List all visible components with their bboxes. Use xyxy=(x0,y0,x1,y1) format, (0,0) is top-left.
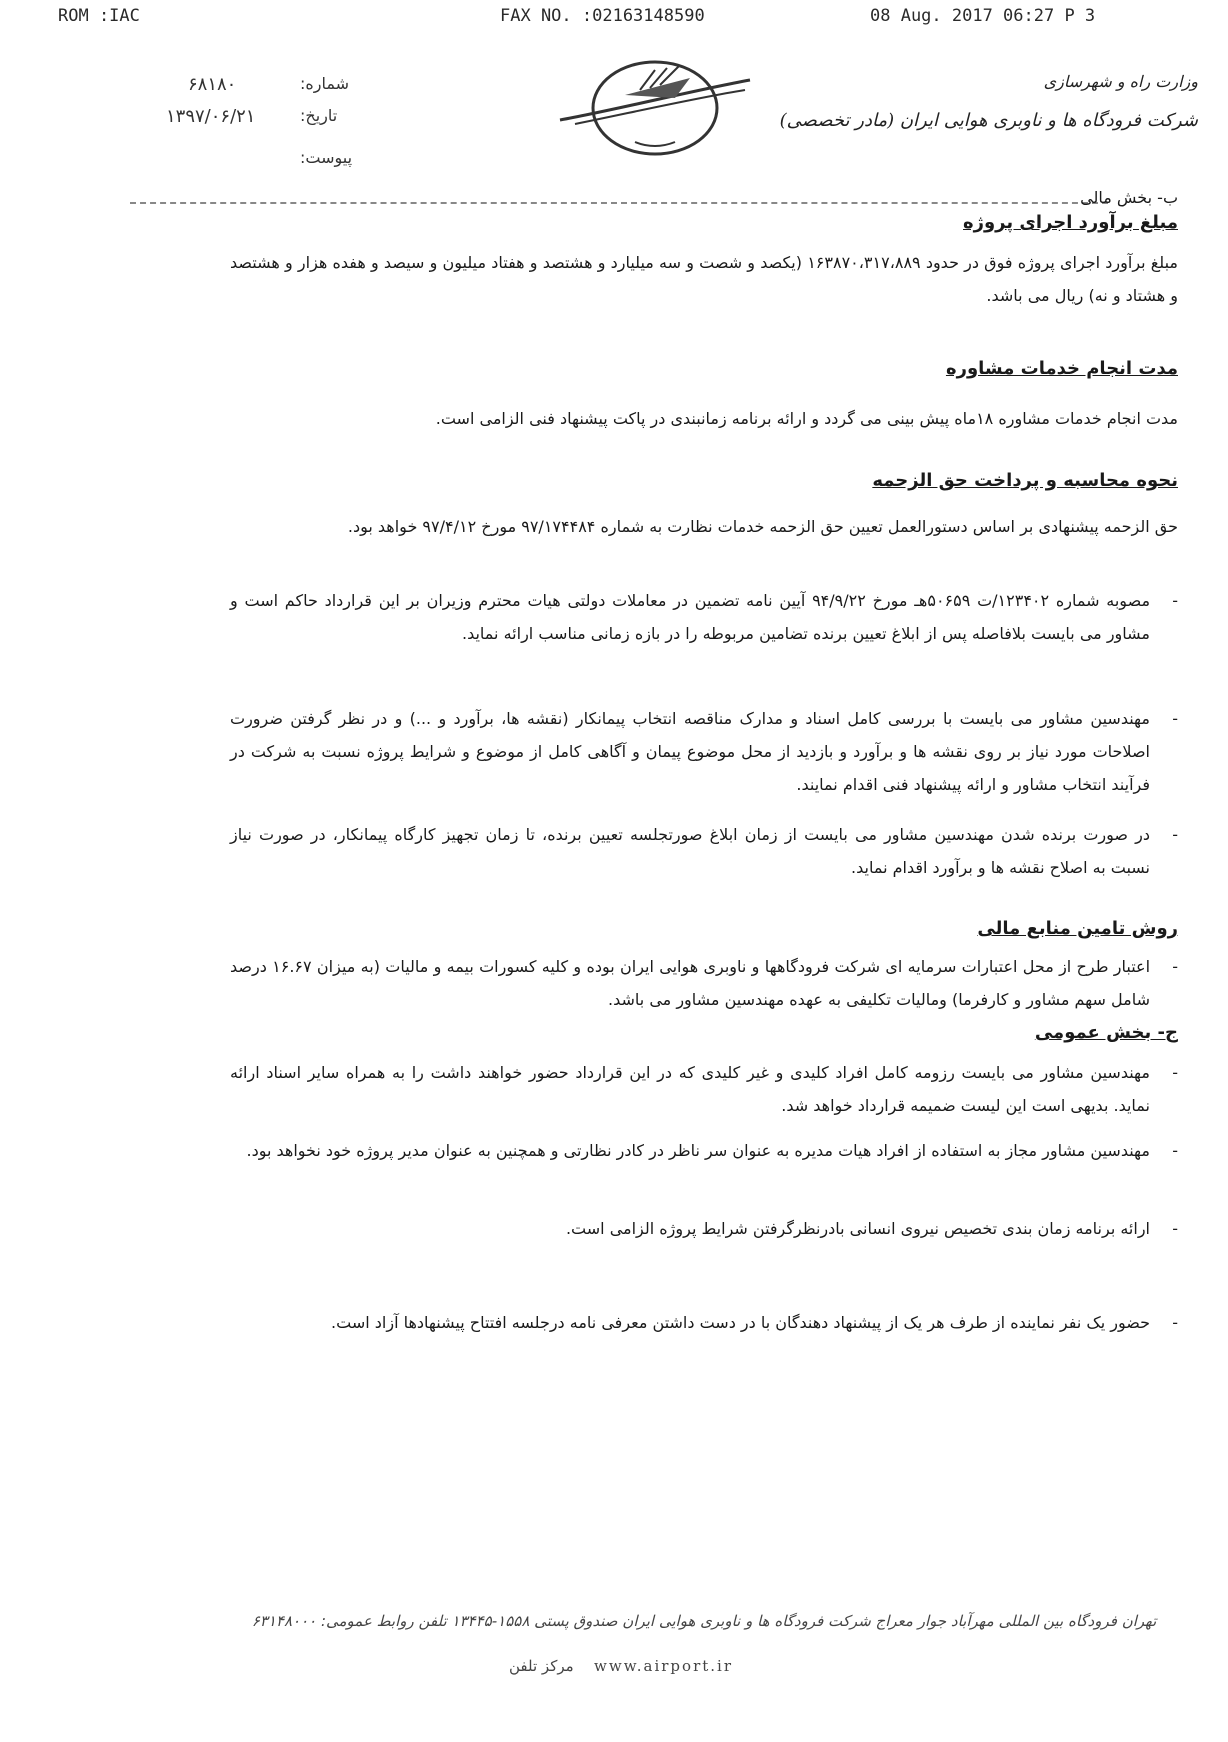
general-section-heading: ج- بخش عمومی xyxy=(1034,1022,1178,1043)
bullet-dash: - xyxy=(1172,709,1178,728)
letter-number: ۶۸۱۸۰ xyxy=(188,74,237,95)
header-divider xyxy=(130,202,1108,204)
fee-bullet-text: مصوبه شماره ۱۲۳۴۰۲/ت ۵۰۶۵۹هـ مورخ ۹۴/۹/۲۲ آیین نامه تضمین در معاملات دولتی هیات محترم وزیران بر این قرارداد حاکم است و مشاور می بایست بلافاصله پس از ابلاغ تعیین برنده تضامین مربوطه را در بازه زمانی مناسب ارائه نماید. xyxy=(230,591,1151,643)
duration-title: مدت انجام خدمات مشاوره xyxy=(945,358,1178,379)
duration-paragraph: مدت انجام خدمات مشاوره ۱۸ماه پیش بینی می گردد و ارائه برنامه زمانبندی در پاکت پیشنهاد فنی الزامی است. xyxy=(435,409,1178,428)
fee-bullet xyxy=(230,702,1178,801)
website-url[interactable]: www.airport.ir xyxy=(594,1657,733,1675)
general-bullet xyxy=(230,1056,1178,1122)
fax-sender: ROM :IAC xyxy=(58,6,140,26)
funding-bullet-text: اعتبار طرح از محل اعتبارات سرمایه ای شرکت فرودگاهها و ناوبری هوایی ایران بوده و کلیه کسورات بیمه و مالیات (به میزان ۱۶.۶۷ درصد شامل سهم مشاور و کارفرما) ومالیات تکلیفی به عهده مهندسین مشاور می باشد. xyxy=(230,957,1151,1009)
company-name: شرکت فرودگاه ها و ناوبری هوایی ایران (مادر تخصصی) xyxy=(779,110,1198,131)
bullet-dash: - xyxy=(1172,957,1178,976)
footer-address: تهران فرودگاه بین المللی مهرآباد جوار معراج شرکت فرودگاه ها و ناوبری هوایی ایران صندوق پستی ۱۵۵۸-۱۳۴۴۵ تلفن روابط عمومی: ۶۳۱۴۸۰۰۰ xyxy=(251,1612,1157,1630)
general-bullet-text: مهندسین مشاور مجاز به استفاده از افراد هیات مدیره به عنوان سر ناظر در کادر نظارتی و همچنین به عنوان مدیر پروژه خود نخواهد بود. xyxy=(246,1141,1150,1160)
footer-website xyxy=(0,1652,1228,1676)
financial-section-heading: ب- بخش مالی xyxy=(1080,188,1178,207)
date-label: تاریخ: xyxy=(300,106,338,125)
fee-paragraph: حق الزحمه پیشنهادی بر اساس دستورالعمل تعیین حق الزحمه خدمات نظارت به شماره ۹۷/۱۷۴۴۸۴ مورخ ۹۷/۴/۱۲ خواهد بود. xyxy=(347,517,1178,536)
attachment-label: پیوست: xyxy=(300,148,353,167)
general-bullet xyxy=(230,1306,1178,1339)
general-bullet-text: ارائه برنامه زمان بندی تخصیص نیروی انسانی بادرنظرگرفتن شرایط پروژه الزامی است. xyxy=(565,1219,1150,1238)
ministry-name: وزارت راه و شهرسازی xyxy=(1043,72,1198,91)
general-bullet xyxy=(230,1134,1178,1167)
general-bullet-text: حضور یک نفر نماینده از طرف هر یک از پیشنهاد دهندگان با در دست داشتن معرفی نامه درجلسه افتتاح پیشنهادها آزاد است. xyxy=(331,1313,1150,1332)
company-logo-icon xyxy=(555,50,755,160)
funding-bullet xyxy=(230,950,1178,1016)
general-bullet-text: مهندسین مشاور می بایست رزومه کامل افراد کلیدی و غیر کلیدی که در این قرارداد حضور خواهند داشت را به همراه سایر اسناد ارائه نماید. بدیهی است این لیست ضمیمه قرارداد خواهد شد. xyxy=(230,1063,1150,1115)
estimate-paragraph: مبلغ برآورد اجرای پروژه فوق در حدود ۱۶۳۸۷۰،۳۱۷،۸۸۹ (یکصد و شصت و سه میلیارد و هشتصد و هفتاد میلیون و سیصد و هفده هزار و هشتصد و هشتاد و نه) ریال می باشد. xyxy=(230,253,1179,305)
estimate-title: مبلغ برآورد اجرای پروژه xyxy=(963,212,1178,233)
letter-date: ۱۳۹۷/۰۶/۲۱ xyxy=(166,106,256,127)
general-bullet xyxy=(380,1212,1178,1245)
fee-bullet xyxy=(230,584,1178,650)
bullet-dash: - xyxy=(1172,825,1178,844)
funding-title: روش تامین منابع مالی xyxy=(977,918,1178,939)
fee-bullet-text: مهندسین مشاور می بایست با بررسی کامل اسناد و مدارک مناقصه انتخاب پیمانکار (نقشه ها، برآورد و ...) و در نظر گرفتن ضرورت اصلاحات مورد نیاز بر روی نقشه ها و برآورد و بازدید از محل موضوع پیمان و آگاهی کامل از موضوع و شرایط پروژه نسبت به شرکت در فرآیند انتخاب مشاور و ارائه پیشنهاد فنی اقدام نمایند. xyxy=(230,709,1150,794)
bullet-dash: - xyxy=(1172,1141,1178,1160)
bullet-dash: - xyxy=(1172,1219,1178,1238)
fax-number: FAX NO. :02163148590 xyxy=(500,6,705,26)
bullet-dash: - xyxy=(1172,1313,1178,1332)
fax-datetime: 08 Aug. 2017 06:27 P 3 xyxy=(870,6,1096,26)
bullet-dash: - xyxy=(1172,1063,1178,1082)
footer-center-label: مرکز تلفن xyxy=(509,1657,574,1675)
fee-bullet xyxy=(230,818,1178,884)
bullet-dash: - xyxy=(1172,591,1178,610)
number-label: شماره: xyxy=(300,74,350,93)
fee-bullet-text: در صورت برنده شدن مهندسین مشاور می بایست از زمان ابلاغ صورتجلسه تعیین برنده، تا زمان تجهیز کارگاه پیمانکار، در صورت نیاز نسبت به اصلاح نقشه ها و برآورد اقدام نماید. xyxy=(230,825,1150,877)
fee-title: نحوه محاسبه و پرداخت حق الزحمه xyxy=(872,470,1178,491)
